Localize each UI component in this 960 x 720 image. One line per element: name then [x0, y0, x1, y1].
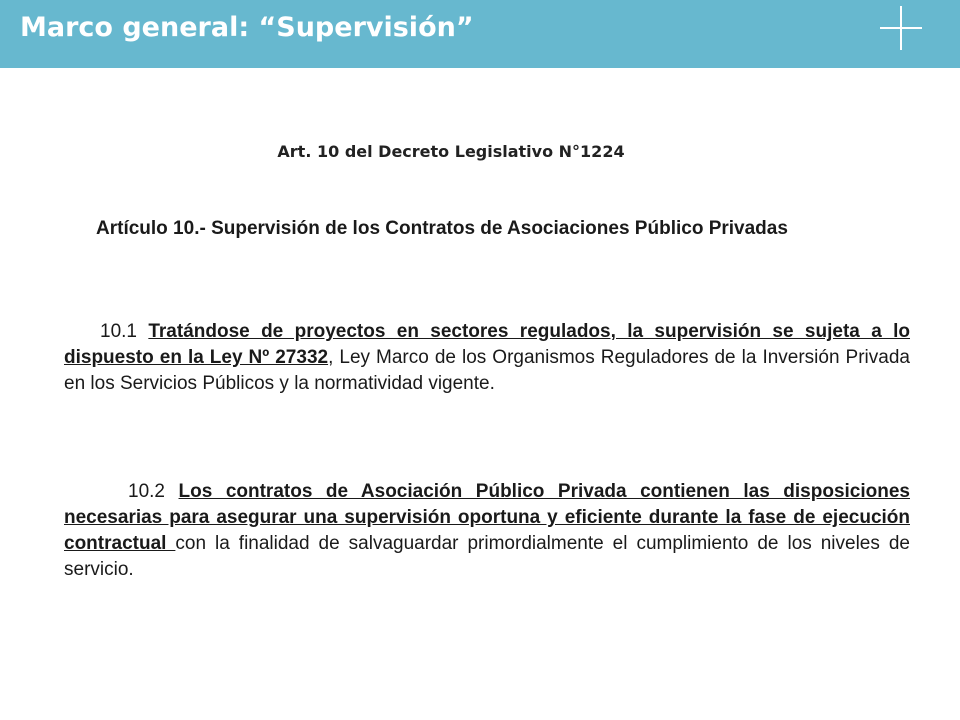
title-bar [0, 0, 960, 68]
plus-icon [880, 6, 922, 50]
paragraph-10-1 [64, 319, 910, 397]
paragraph-number: 10.1 [100, 321, 149, 342]
paragraph-text: con la finalidad de salvaguardar primordialmente el cumplimiento de los niveles de servicio. [64, 533, 910, 580]
paragraph-number: 10.2 [128, 481, 179, 502]
slide-title: Marco general: “Supervisión” [20, 12, 474, 43]
paragraph-emphasis: Tratándose de proyectos en sectores regulados, la supervisión se sujeta a lo dispuesto en la Ley Nº 27332 [64, 321, 910, 368]
paragraph-emphasis: Los contratos de Asociación Público Privada contienen las disposiciones necesarias para asegurar una supervisión oportuna y eficiente durante la fase de ejecución contractual [64, 481, 910, 554]
article-heading: Artículo 10.- Supervisión de los Contratos de Asociaciones Público Privadas [96, 218, 788, 239]
paragraph-10-2 [64, 479, 910, 583]
article-reference-subtitle: Art. 10 del Decreto Legislativo N°1224 [277, 142, 625, 161]
paragraph-text: , Ley Marco de los Organismos Reguladores de la Inversión Privada en los Servicios Públicos y la normatividad vigente. [64, 347, 910, 394]
